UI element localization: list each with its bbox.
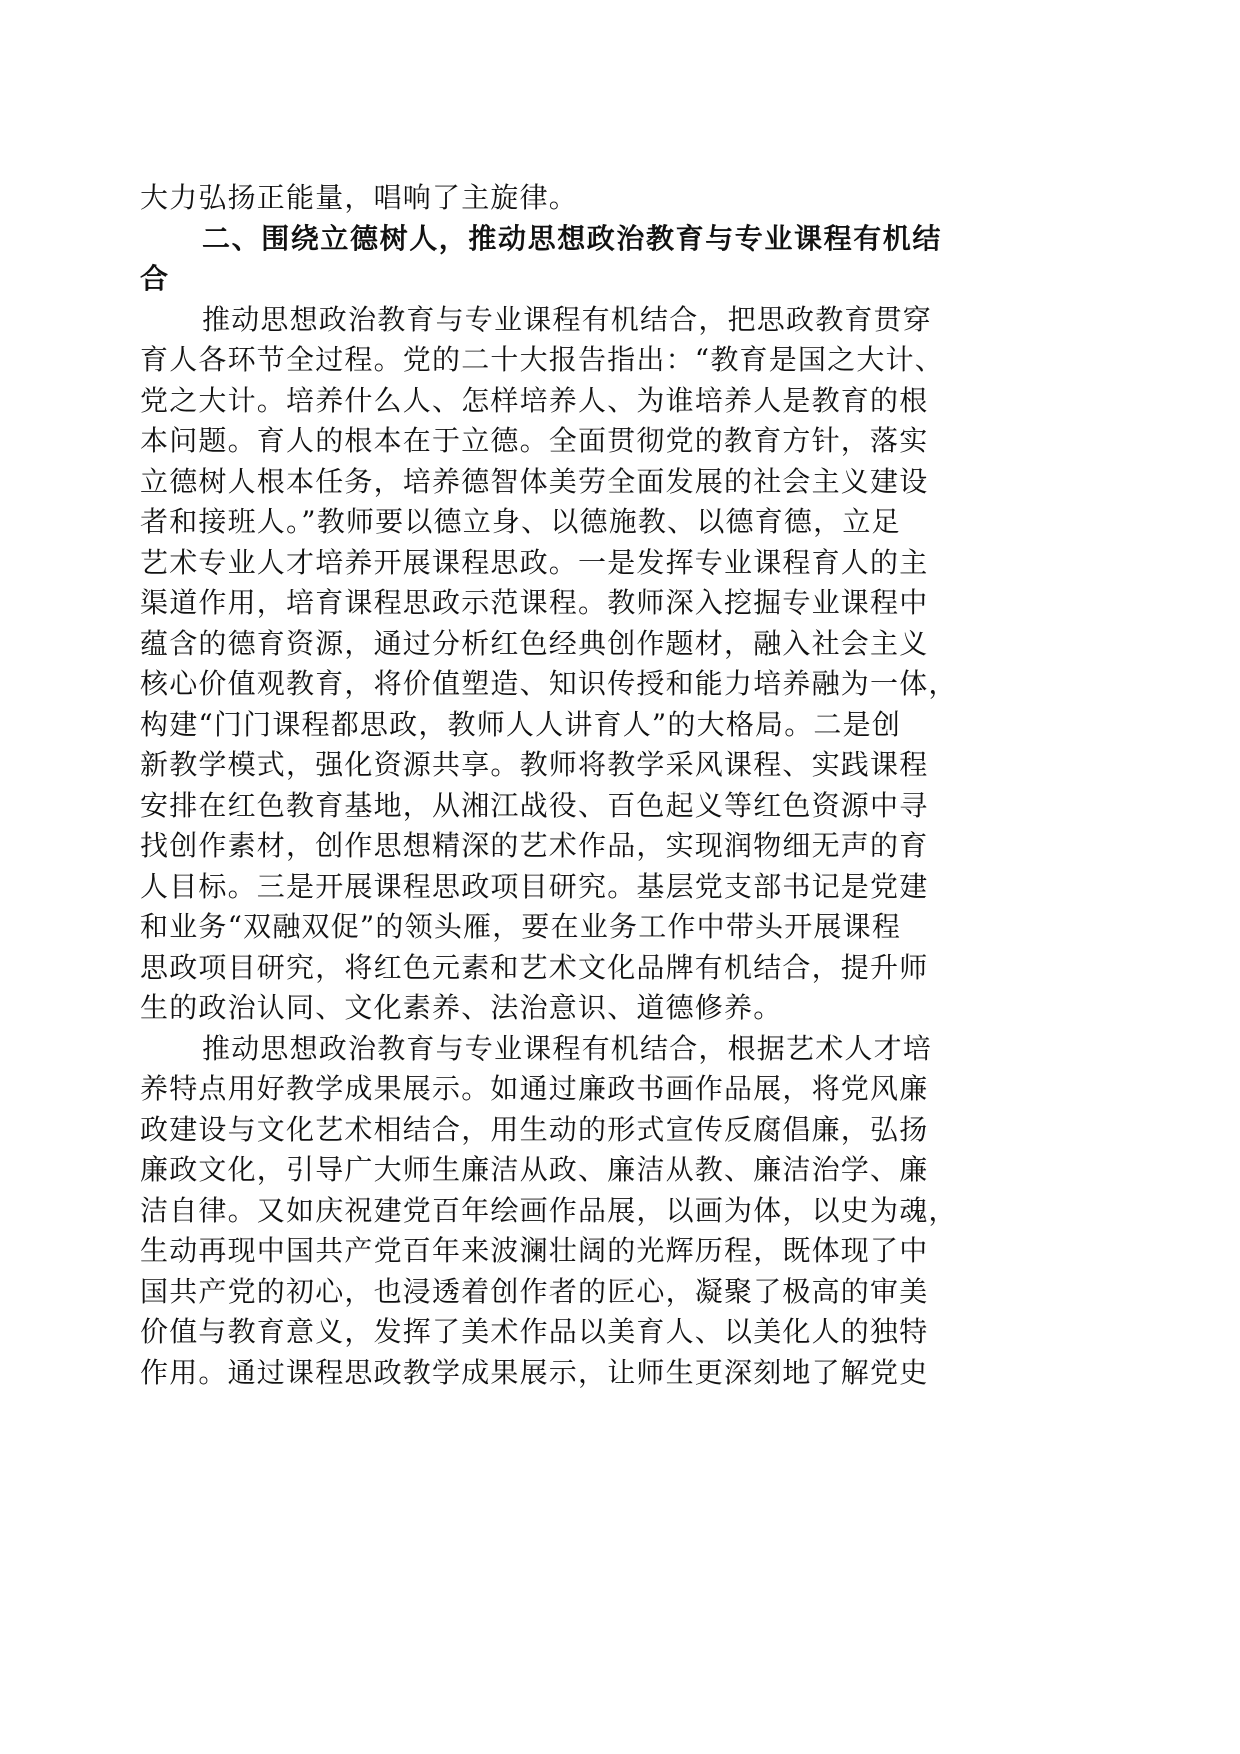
paragraph-line: 构建“门门课程都思政，教师人人讲育人”的大格局。二是创 (140, 707, 902, 741)
paragraph-line: 思政项目研究，将红色元素和艺术文化品牌有机结合，提升师 (140, 950, 929, 984)
paragraph-line: 推动思想政治教育与专业课程有机结合，根据艺术人才培 (202, 1031, 933, 1065)
paragraph-line: 渠道作用，培育课程思政示范课程。教师深入挖掘专业课程中 (140, 586, 929, 619)
paragraph-line: 洁自律。又如庆祝建党百年绘画作品展，以画为体，以史为魂， (140, 1193, 958, 1227)
paragraph-line: 人目标。三是开展课程思政项目研究。基层党支部书记是党建 (140, 869, 929, 903)
section-heading-line: 合 (140, 262, 170, 295)
paragraph-line: 养特点用好教学成果展示。如通过廉政书画作品展，将党风廉 (140, 1072, 929, 1105)
paragraph-line: 廉政文化，引导广大师生廉洁从政、廉洁从教、廉洁治学、廉 (140, 1153, 929, 1186)
paragraph-line: 生的政治认同、文化素养、法治意识、道德修养。 (140, 991, 783, 1024)
paragraph-line: 大力弘扬正能量，唱响了主旋律。 (140, 181, 579, 214)
paragraph-line: 本问题。育人的根本在于立德。全面贯彻党的教育方针，落实 (140, 424, 929, 457)
paragraph-line: 党之大计。培养什么人、怎样培养人、为谁培养人是教育的根 (140, 383, 929, 417)
paragraph-line: 和业务“双融双促”的领头雁，要在业务工作中带头开展课程 (140, 910, 902, 943)
paragraph-line: 育人各环节全过程。党的二十大报告指出：“教育是国之大计、 (140, 343, 944, 376)
document-body (140, 178, 980, 1393)
paragraph-line: 艺术专业人才培养开展课程思政。一是发挥专业课程育人的主 (140, 545, 929, 579)
paragraph-line: 者和接班人。”教师要以德立身、以德施教、以德育德，立足 (140, 505, 901, 538)
paragraph-line: 政建设与文化艺术相结合，用生动的形式宣传反腐倡廉，弘扬 (140, 1112, 929, 1146)
paragraph-line: 国共产党的初心，也浸透着创作者的匠心，凝聚了极高的审美 (140, 1274, 929, 1308)
paragraph-line: 蕴含的德育资源，通过分析红色经典创作题材，融入社会主义 (140, 626, 929, 660)
paragraph-line: 新教学模式，强化资源共享。教师将教学采风课程、实践课程 (140, 748, 929, 781)
paragraph-line: 作用。通过课程思政教学成果展示，让师生更深刻地了解党史 (140, 1355, 929, 1389)
paragraph-line: 立德树人根本任务，培养德智体美劳全面发展的社会主义建设 (140, 464, 929, 498)
paragraph-line: 推动思想政治教育与专业课程有机结合，把思政教育贯穿 (202, 302, 933, 336)
paragraph-line: 找创作素材，创作思想精深的艺术作品，实现润物细无声的育 (140, 829, 929, 862)
paragraph-line: 安排在红色教育基地，从湘江战役、百色起义等红色资源中寻 (140, 788, 929, 822)
paragraph-line: 生动再现中国共产党百年来波澜壮阔的光辉历程，既体现了中 (140, 1234, 929, 1267)
paragraph-line: 核心价值观教育，将价值塑造、知识传授和能力培养融为一体， (140, 667, 958, 700)
section-heading-line: 二、围绕立德树人，推动思想政治教育与专业课程有机结 (202, 221, 943, 255)
paragraph-line: 价值与教育意义，发挥了美术作品以美育人、以美化人的独特 (140, 1315, 929, 1348)
